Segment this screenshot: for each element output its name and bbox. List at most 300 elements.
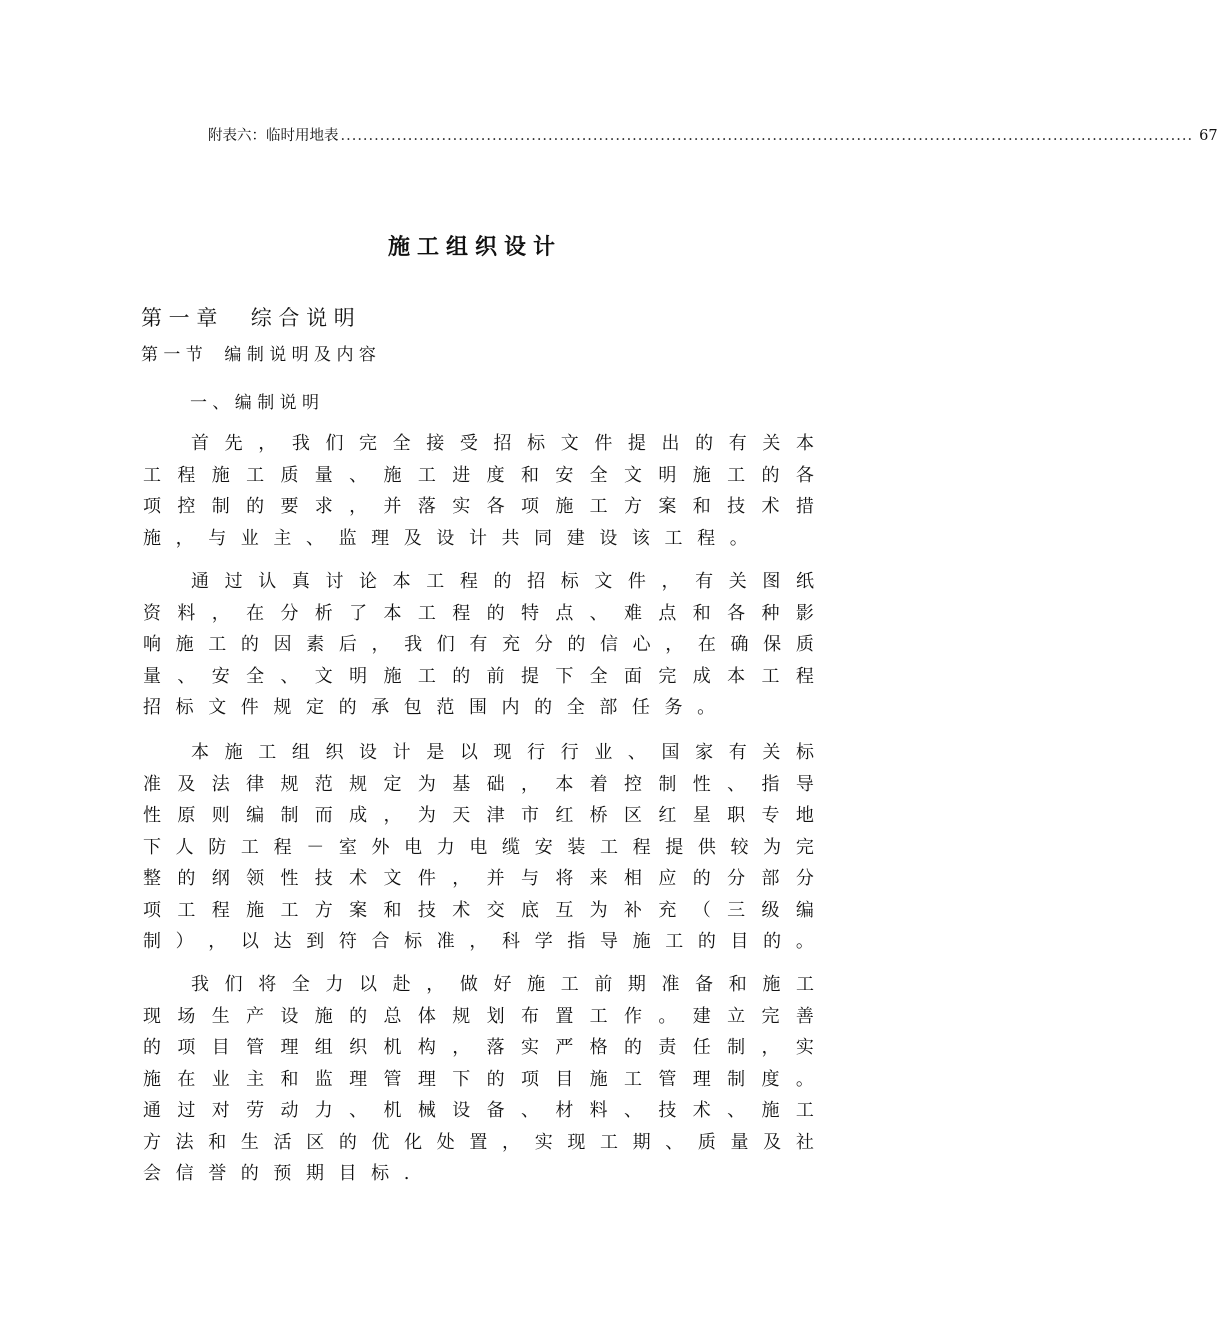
text-char: 善: [795, 1005, 814, 1027]
text-char: 标: [527, 433, 546, 454]
text-char: 建: [692, 1005, 711, 1027]
text-char: 置: [469, 1131, 488, 1153]
text-char: 动: [280, 1100, 299, 1121]
text-char: ，: [349, 496, 368, 517]
text-char: ，: [452, 868, 471, 889]
text-char: 整: [143, 868, 161, 889]
text-char: 的: [338, 1131, 357, 1153]
paragraph-line: [143, 661, 814, 693]
text-char: 的: [486, 1068, 505, 1090]
text-char: 招: [493, 433, 512, 454]
text-char: 安: [211, 665, 230, 687]
text-char: 理: [371, 527, 390, 549]
toc-entry: [208, 124, 1218, 146]
text-char: 工: [143, 464, 161, 486]
text-char: 的: [246, 496, 265, 517]
text-char: ，: [665, 634, 684, 655]
text-char: 体: [417, 1005, 436, 1027]
text-char: 性: [280, 868, 299, 889]
text-char: 项: [520, 496, 539, 517]
paragraph-line: [143, 1064, 814, 1096]
text-char: 们: [436, 634, 455, 655]
text-char: 件: [240, 697, 259, 718]
text-char: 文: [314, 665, 333, 687]
text-char: 我: [291, 433, 310, 454]
text-char: 规: [273, 697, 292, 718]
text-char: 部: [761, 868, 780, 889]
text-char: 明: [349, 665, 368, 687]
text-char: 项: [520, 1068, 539, 1090]
text-char: 、: [624, 1100, 643, 1121]
text-char: 术: [692, 1100, 711, 1121]
text-char: 。: [658, 1005, 677, 1027]
text-char: 的: [624, 1037, 643, 1058]
text-char: 指: [567, 931, 586, 952]
text-char: 力: [436, 836, 455, 858]
text-char: 计: [468, 527, 487, 549]
text-char: 的: [763, 931, 782, 952]
text-char: 案: [349, 899, 368, 921]
text-char: 在: [177, 1068, 196, 1090]
text-char: 及: [403, 527, 422, 549]
text-char: 质: [795, 634, 814, 655]
text-char: 补: [624, 899, 643, 921]
text-char: 过: [177, 1100, 196, 1121]
text-char: 资: [143, 602, 161, 624]
text-char: 信: [175, 1163, 194, 1184]
text-char: 各: [727, 602, 746, 624]
text-char: 施: [175, 634, 194, 655]
text-char: 家: [695, 742, 714, 763]
text-char: 出: [661, 433, 680, 454]
text-char: 质: [697, 1131, 716, 1153]
text-char: 现: [567, 1131, 586, 1153]
text-char: 项: [177, 1037, 196, 1058]
text-char: 级: [761, 899, 780, 921]
text-char: 以: [359, 974, 378, 995]
text-char: 达: [273, 931, 292, 952]
text-char: 目: [730, 931, 749, 952]
text-char: 符: [338, 931, 357, 952]
text-char: 措: [795, 496, 814, 517]
text-char: 互: [555, 899, 574, 921]
text-char: 性: [143, 805, 161, 826]
text-char: 化: [404, 1131, 423, 1153]
text-char: 将: [555, 868, 574, 889]
text-char: 缆: [502, 836, 521, 858]
text-char: 。: [795, 931, 814, 952]
paragraph-3: [143, 737, 814, 958]
text-char: 分: [727, 868, 746, 889]
text-char: 交: [486, 899, 505, 921]
text-char: 求: [314, 496, 333, 517]
text-char: 前: [594, 974, 613, 995]
text-char: 格: [589, 1037, 608, 1058]
text-char: 对: [211, 1100, 230, 1121]
text-char: 工: [280, 899, 299, 921]
text-char: ，: [383, 805, 402, 826]
text-char: 分: [280, 602, 299, 624]
text-char: 内: [501, 697, 520, 718]
text-char: 度: [486, 464, 505, 486]
text-char: 和: [520, 464, 539, 486]
text-char: 规: [452, 1005, 471, 1027]
text-char: 图: [762, 571, 781, 592]
text-char: 工: [727, 464, 746, 486]
text-char: 落: [417, 496, 436, 517]
text-char: 编: [795, 899, 814, 921]
text-char: 充: [502, 634, 521, 655]
text-char: 制: [211, 496, 230, 517]
text-char: 底: [520, 899, 539, 921]
text-char: 明: [658, 464, 677, 486]
text-char: 工: [665, 931, 684, 952]
paragraph-line: [143, 598, 814, 630]
text-char: 现: [493, 742, 512, 763]
text-char: 理: [280, 1037, 299, 1058]
text-char: 术: [349, 868, 368, 889]
text-char: 们: [224, 974, 243, 995]
text-char: 首: [191, 433, 209, 454]
paragraph-line: [143, 629, 814, 661]
text-char: 来: [589, 868, 608, 889]
text-char: 律: [246, 773, 265, 795]
text-char: 织: [325, 742, 344, 763]
text-char: 业: [240, 527, 259, 549]
text-char: 特: [520, 602, 539, 624]
text-char: 通: [143, 1100, 161, 1121]
text-char: 工: [560, 974, 579, 995]
text-char: 并: [486, 868, 505, 889]
text-char: 以: [240, 931, 259, 952]
text-char: 标: [371, 1163, 390, 1184]
text-char: 机: [383, 1100, 402, 1121]
text-char: 量: [730, 1131, 749, 1153]
text-char: 有: [469, 634, 488, 655]
text-char: 。: [729, 527, 748, 549]
text-char: 法: [211, 773, 230, 795]
text-char: 程: [632, 836, 651, 858]
text-char: 件: [417, 868, 436, 889]
text-char: 了: [349, 602, 368, 624]
text-char: 规: [349, 773, 368, 795]
text-char: 项: [143, 496, 161, 517]
text-char: 设: [280, 1005, 299, 1027]
document-title: 施工组织设计: [387, 234, 562, 260]
paragraph-line: [143, 737, 814, 769]
text-char: 提: [627, 433, 646, 454]
text-char: 通: [191, 571, 209, 592]
text-char: 较: [730, 836, 749, 858]
text-char: 期: [305, 1163, 324, 1184]
text-char: 以: [459, 742, 478, 763]
text-char: 实: [795, 1037, 814, 1058]
text-char: 工: [761, 665, 780, 687]
text-char: 面: [624, 665, 643, 687]
text-char: 保: [763, 634, 782, 655]
paragraph-1: [143, 428, 814, 554]
text-char: 处: [436, 1131, 455, 1153]
toc-page-number: 67: [1199, 128, 1218, 144]
text-char: 任: [692, 1037, 711, 1058]
text-char: 编: [246, 805, 265, 826]
text-char: 料: [177, 602, 196, 624]
text-char: 的: [240, 634, 259, 655]
toc-leader-dots: ........................................................................................................................................................: [340, 128, 1194, 144]
text-char: 期: [627, 974, 646, 995]
text-char: 的: [143, 1037, 161, 1058]
text-char: 及: [177, 773, 196, 795]
text-char: 国: [661, 742, 680, 763]
text-char: ，: [502, 1131, 521, 1153]
text-char: 的: [338, 697, 357, 718]
text-char: 地: [795, 805, 814, 826]
text-char: ，: [211, 602, 230, 624]
text-char: ）: [175, 931, 194, 952]
text-char: 论: [359, 571, 378, 592]
text-char: 工: [599, 1131, 618, 1153]
text-char: 津: [486, 805, 505, 826]
text-char: 立: [727, 1005, 746, 1027]
text-char: 工: [240, 836, 259, 858]
text-char: 做: [459, 974, 478, 995]
text-char: 工: [417, 464, 436, 486]
text-char: 行: [527, 742, 546, 763]
text-char: 预: [273, 1163, 292, 1184]
text-char: 各: [795, 464, 814, 486]
text-char: 有: [695, 571, 714, 592]
text-char: 文: [594, 571, 613, 592]
text-char: 设: [436, 527, 455, 549]
text-char: 有: [728, 433, 747, 454]
text-char: 标: [404, 931, 423, 952]
text-char: 本: [727, 665, 746, 687]
text-char: 控: [624, 773, 643, 795]
text-char: 学: [534, 931, 553, 952]
text-char: 场: [177, 1005, 196, 1027]
text-char: 及: [763, 1131, 782, 1153]
text-char: 定: [305, 697, 324, 718]
text-char: 、: [349, 1100, 368, 1121]
text-char: 施: [762, 974, 781, 995]
text-char: 将: [258, 974, 277, 995]
text-char: 主: [246, 1068, 265, 1090]
text-char: 施: [692, 464, 711, 486]
text-char: 管: [658, 1068, 677, 1090]
text-char: 部: [599, 697, 618, 718]
text-char: 构: [417, 1037, 436, 1058]
text-char: 招: [527, 571, 546, 592]
text-char: 和: [383, 899, 402, 921]
text-char: 产: [246, 1005, 265, 1027]
text-char: 制: [658, 773, 677, 795]
text-char: 力: [325, 974, 344, 995]
text-char: ，: [761, 1037, 780, 1058]
text-char: 目: [211, 1037, 230, 1058]
text-char: 技: [314, 868, 333, 889]
text-char: 制: [143, 931, 161, 952]
text-char: 工: [795, 1100, 814, 1121]
text-char: 制: [727, 1037, 746, 1058]
text-char: 全: [392, 433, 411, 454]
text-char: 制: [727, 1068, 746, 1090]
text-char: 、: [727, 773, 746, 795]
text-char: 作: [624, 1005, 643, 1027]
text-char: 文: [560, 433, 579, 454]
paragraph-line: [143, 1095, 814, 1127]
text-char: ，: [175, 527, 194, 549]
text-char: 桥: [589, 805, 608, 826]
text-char: 控: [177, 496, 196, 517]
text-char: 施: [383, 665, 402, 687]
text-char: 工: [208, 634, 227, 655]
text-char: 计: [392, 742, 411, 763]
text-char: 有: [728, 742, 747, 763]
text-char: 分: [534, 634, 553, 655]
text-char: 纲: [211, 868, 230, 889]
text-char: 承: [371, 697, 390, 718]
text-char: 业: [211, 1068, 230, 1090]
text-char: ，: [661, 571, 680, 592]
text-char: 工: [795, 974, 814, 995]
text-char: 理: [417, 1068, 436, 1090]
text-char: 点: [658, 602, 677, 624]
text-char: 、: [520, 1100, 539, 1121]
text-char: 技: [417, 899, 436, 921]
text-char: 在: [246, 602, 265, 624]
text-char: 导: [795, 773, 814, 795]
text-char: 性: [692, 773, 711, 795]
text-char: 优: [371, 1131, 390, 1153]
text-char: 设: [452, 1100, 471, 1121]
text-char: 备: [695, 974, 714, 995]
text-char: 的: [349, 1005, 368, 1027]
text-char: 应: [658, 868, 677, 889]
text-char: 并: [383, 496, 402, 517]
text-char: 术: [761, 496, 780, 517]
text-char: 生: [211, 1005, 230, 1027]
text-char: ，: [452, 1037, 471, 1058]
text-char: 、: [280, 665, 299, 687]
text-char: 真: [291, 571, 310, 592]
text-char: 目: [555, 1068, 574, 1090]
text-char: .: [403, 1163, 410, 1184]
paragraph-line: [143, 566, 814, 598]
text-char: 和: [692, 602, 711, 624]
text-char: 本: [555, 773, 574, 795]
text-char: 管: [383, 1068, 402, 1090]
text-char: 布: [520, 1005, 539, 1027]
text-char: 招: [143, 697, 161, 718]
text-char: 专: [761, 805, 780, 826]
text-char: 量: [143, 665, 161, 687]
paragraph-2: [143, 566, 814, 724]
text-char: 施: [314, 1005, 333, 1027]
text-char: 的: [567, 634, 586, 655]
text-char: 社: [795, 1131, 814, 1153]
text-char: 要: [280, 496, 299, 517]
text-char: 施: [224, 742, 243, 763]
text-char: 施: [143, 527, 161, 549]
text-char: 质: [280, 464, 299, 486]
text-char: 的: [534, 697, 553, 718]
subsection-heading: 一 、 编 制 说 明: [190, 393, 320, 413]
text-char: 本: [383, 602, 402, 624]
text-char: 的: [240, 1163, 259, 1184]
text-char: －: [306, 836, 325, 858]
paragraph-line: [143, 769, 814, 801]
text-char: 的: [177, 868, 196, 889]
text-char: 置: [555, 1005, 574, 1027]
paragraph-line: [143, 1158, 814, 1190]
text-char: 度: [761, 1068, 780, 1090]
text-char: 的: [695, 433, 714, 454]
text-char: 外: [371, 836, 390, 858]
text-char: 和: [692, 496, 711, 517]
text-char: 而: [314, 805, 333, 826]
text-char: 础: [486, 773, 505, 795]
text-char: 方: [143, 1131, 161, 1153]
text-char: 程: [452, 602, 471, 624]
text-char: 标: [795, 742, 814, 763]
text-char: 程: [177, 464, 196, 486]
text-char: 责: [658, 1037, 677, 1058]
text-char: 工: [417, 602, 436, 624]
paragraph-line: [143, 460, 814, 492]
text-char: 基: [452, 773, 471, 795]
text-char: ，: [258, 433, 277, 454]
text-char: 和: [728, 974, 747, 995]
text-char: 响: [143, 634, 161, 655]
text-char: 各: [486, 496, 505, 517]
text-char: 与: [208, 527, 227, 549]
text-char: 与: [520, 868, 539, 889]
text-char: 规: [280, 773, 299, 795]
text-char: 该: [631, 527, 650, 549]
text-char: 全: [589, 464, 608, 486]
text-char: 关: [762, 433, 781, 454]
text-char: 工: [417, 665, 436, 687]
text-char: 完: [658, 665, 677, 687]
text-char: 供: [697, 836, 716, 858]
text-char: 导: [599, 931, 618, 952]
text-char: 指: [761, 773, 780, 795]
text-char: 工: [246, 464, 265, 486]
text-char: ，: [426, 974, 445, 995]
text-char: 的: [486, 602, 505, 624]
text-char: 的: [493, 571, 512, 592]
text-char: 的: [452, 665, 471, 687]
text-char: ，: [371, 634, 390, 655]
text-char: 和: [280, 1068, 299, 1090]
text-char: 电: [469, 836, 488, 858]
text-char: 施: [527, 974, 546, 995]
text-char: 本: [795, 433, 814, 454]
text-char: 设: [359, 742, 378, 763]
text-char: 是: [426, 742, 445, 763]
text-char: 监: [338, 527, 357, 549]
paragraph-line: [143, 1001, 814, 1033]
paragraph-line: [143, 692, 814, 724]
text-char: ，: [208, 931, 227, 952]
text-char: 好: [493, 974, 512, 995]
text-char: 范: [314, 773, 333, 795]
text-char: 的: [697, 931, 716, 952]
text-char: 为: [763, 836, 782, 858]
text-char: 原: [177, 805, 196, 826]
text-char: 领: [246, 868, 265, 889]
text-char: 施: [632, 931, 651, 952]
